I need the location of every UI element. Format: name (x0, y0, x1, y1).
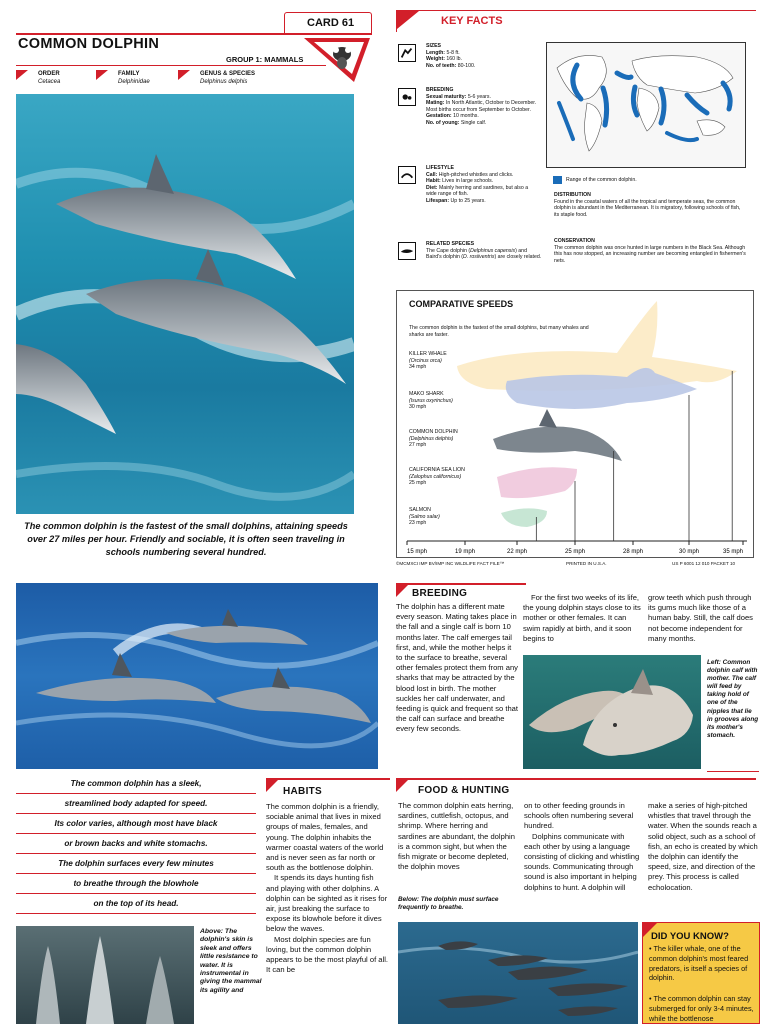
footer-printed: PRINTED IN U.S.A. (566, 561, 607, 566)
related-species-icon (398, 242, 416, 260)
side-caption-line-5: to breathe through the blowhole (73, 879, 199, 888)
did-you-know-item-1: • The common dolphin can stay submerged for only 3-4 minutes, while the bottlenose (649, 994, 754, 1023)
side-caption-line-3: or brown backs and white stomachs. (64, 839, 208, 848)
speed-animal-0: KILLER WHALE (Orcinus orca) 34 mph (409, 351, 447, 371)
dolphin-shape-3 (16, 344, 116, 434)
calf-caption: Left: Common dolphin calf with mother. The calf will feed by taking hold of one of the nipples that lie in grooves along its mother's stomach. (707, 659, 759, 739)
speed-axis-tick-label: 19 mph (454, 549, 476, 555)
food-col1-caption: Below: The dolphin must surface frequently to breathe. (398, 896, 499, 912)
key-facts-tab (396, 10, 756, 32)
dolphin-shape-2 (86, 249, 346, 384)
side-caption-line-0: The common dolphin has a sleek, (70, 779, 202, 788)
breeding-facts-block: BREEDING Sexual maturity: 5-6 years. Mating: In North Atlantic, October to December. Most births occur from September to October. Gestation: 10 months. No. of young: Single calf. (426, 87, 544, 127)
related-heading: RELATED SPECIES (426, 241, 475, 247)
conservation-block: CONSERVATION The common dolphin was once hunted in large numbers in the Black Sea. Although this has now stopped, an increasing number are becoming entangled in fishermen's nets. (554, 238, 746, 264)
calf-caption-rule (707, 771, 759, 772)
breeding-col1: The dolphin has a different mate every season. Mating takes place in the fall and a single calf is born 10 months later. The calf emerges tail first, and, while the mother helps it to the surface to breathe, several other females protect them from any sharks that may be attracted by the blood lost in birth. The mother suckles her calf underwater, and feeding is quick and frequent so that the calf can surface and breathe every few seconds. (396, 602, 519, 734)
map-legend-label: Range of the common dolphin. (566, 177, 637, 183)
page-title: COMMON DOLPHIN (18, 36, 160, 52)
did-you-know-heading: DID YOU KNOW? (651, 931, 729, 942)
habits-rule (266, 778, 390, 780)
distribution-block: DISTRIBUTION Found in the coastal waters of all the tropical and temperate seas, the common dolphin is abundant in the Mediterranean. It is migratory, following schools of fish, its staple food. (554, 192, 746, 218)
breeding-heading: BREEDING (412, 588, 468, 599)
above-caption: Above: The dolphin's skin is sleek and offers little resistance to water. It is instrumental in giving the mammal its agility and (200, 928, 262, 994)
map-legend-swatch (553, 176, 562, 184)
lifestyle-icon (398, 166, 416, 184)
breeding-rule (396, 583, 526, 585)
speeds-panel (396, 290, 754, 558)
speed-axis-tick-label: 25 mph (564, 549, 586, 555)
side-caption-line-1: streamlined body adapted for speed. (64, 799, 208, 808)
lifestyle-heading: LIFESTYLE (426, 165, 454, 171)
habits-heading: HABITS (283, 786, 323, 797)
breeding-icon (398, 88, 416, 106)
speeds-intro: The common dolphin is the fastest of the small dolphins, but many whales and sharks are faster. (409, 325, 589, 338)
related-block: RELATED SPECIES The Cape dolphin (Delphinus capensis) and Baird's dolphin (D. rosiiventris) are closely related. (426, 241, 544, 261)
speeds-title: COMPARATIVE SPEEDS (409, 299, 514, 309)
group-label: GROUP 1: MAMMALS (226, 55, 304, 64)
speed-axis-tick-label: 15 mph (407, 549, 428, 555)
order-label: ORDER (38, 71, 60, 77)
surfacing-photo (398, 922, 638, 1024)
group-rule (16, 65, 326, 66)
sizes-block: SIZES Length: 5-8 ft. Weight: 160 lb. No. of teeth: 80-100. (426, 43, 546, 69)
breeding-col2: For the first two weeks of its life, the young dolphin stays close to its mother or other females. It can swim rapidly at birth, and it soon begins to (523, 593, 641, 643)
did-you-know-item-0: • The killer whale, one of the common dolphin's most feared predators, is itself a species of dolphin. (649, 944, 749, 983)
genus-value: Delphinus delphis (200, 79, 248, 85)
range-map (546, 42, 746, 168)
speed-animal-4: SALMON (Salmo salar) 23 mph (409, 507, 440, 527)
genus-label: GENUS & SPECIES (200, 71, 256, 77)
speed-animal-3: CALIFORNIA SEA LION (Zalophus californicus) 25 mph (409, 467, 465, 487)
breeding-facts-heading: BREEDING (426, 87, 454, 93)
food-col2: on to other feeding grounds in schools often numbering several hundred. Dolphins communicate with each other by using a language consisting of clicking and whistling sounds. Communicating through sound is also important in helping dolphins to hunt. A dolphin will (524, 801, 640, 892)
food-rule (396, 778, 756, 780)
mammal-group-icon (302, 36, 372, 84)
key-facts-title: KEY FACTS (441, 15, 503, 27)
breeding-col3: grow teeth which push through its gums much like those of a human baby. Still, the calf does not become independent for many months. (648, 593, 753, 643)
footer-code: US P 6001 12 010 PACKET 10 (672, 561, 736, 566)
speed-axis-tick-label: 28 mph (622, 549, 644, 555)
did-you-know-box (642, 922, 760, 1024)
food-heading: FOOD & HUNTING (418, 785, 510, 796)
title-rule (16, 33, 372, 35)
habits-text: The common dolphin is a friendly, sociable animal that lives in mixed groups of males, females, and young. The dolphin inhabits the warmer coastal waters of the world and is never seen as far north or south as the bottlenose dolphin. It spends its days hunting fish and playing with other dolphins. A dolphin can be sighted as it rises for air, just breaking the surface to expose its blowhole before it dives below the waves. Most dolphin species are fun loving, but the common dolphin appears to be the most playful of all. It can be (266, 802, 388, 975)
food-col1: The common dolphin eats herring, sardines, cuttlefish, octopus, and shrimp. Where herring and sardines are abundant, the dolphin is a common sight, but when the fish migrate or become depleted, the dolphin moves (398, 801, 515, 872)
underwater-photo (16, 926, 194, 1024)
footer-copyright: ©MCMXCI IMP BV/IMP INC WILDLIFE FACT FILE™ (396, 561, 505, 566)
main-dolphin-photo (16, 94, 354, 514)
family-value: Delphinidae (118, 79, 150, 85)
side-caption-line-2: Its color varies, although most have black (54, 819, 218, 828)
speed-axis-tick-label: 30 mph (678, 549, 700, 555)
food-marker (396, 778, 410, 792)
food-col3: make a series of high-pitched whistles that travel through the water. When the sounds reach a solid object, such as a school of fish, an echo is created by which the dolphin can identify the speed, size, and direction of the prey. This process is called echolocation. (648, 801, 758, 892)
card-number-tab (284, 12, 372, 34)
school-photo (16, 583, 378, 769)
lifestyle-block: LIFESTYLE Call: High-pitched whistles and clicks. Habit: Lives in large schools. Diet: Mainly herring and sardines, but also a wide range of fish. Lifespan: Up to 25 years. (426, 165, 538, 205)
speed-axis-tick-label: 22 mph (506, 549, 528, 555)
calf-photo (523, 655, 701, 769)
family-label: FAMILY (118, 71, 140, 77)
habits-marker (266, 778, 280, 792)
main-caption: The common dolphin is the fastest of the small dolphins, attaining speeds over 27 miles per hour. Friendly and sociable, it is often seen traveling in schools numbering several hundred. (24, 521, 348, 557)
speed-animal-1: MAKO SHARK (Isurus oxyrinchus) 30 mph (409, 391, 453, 411)
order-value: Cetacea (38, 79, 61, 85)
speed-axis-tick-label: 35 mph (722, 549, 743, 555)
distribution-heading: DISTRIBUTION (554, 192, 591, 198)
ruler-icon (398, 44, 416, 62)
card-number: CARD 61 (307, 17, 355, 29)
side-caption-line-6: on the top of its head. (93, 899, 179, 908)
taxonomy-row (16, 70, 306, 92)
conservation-heading: CONSERVATION (554, 238, 595, 244)
sizes-heading: SIZES (426, 43, 441, 49)
breeding-marker (396, 583, 410, 597)
side-caption-line-4: The dolphin surfaces every few minutes (58, 859, 214, 868)
speed-animal-2: COMMON DOLPHIN (Delphinus delphis) 27 mph (409, 429, 458, 449)
